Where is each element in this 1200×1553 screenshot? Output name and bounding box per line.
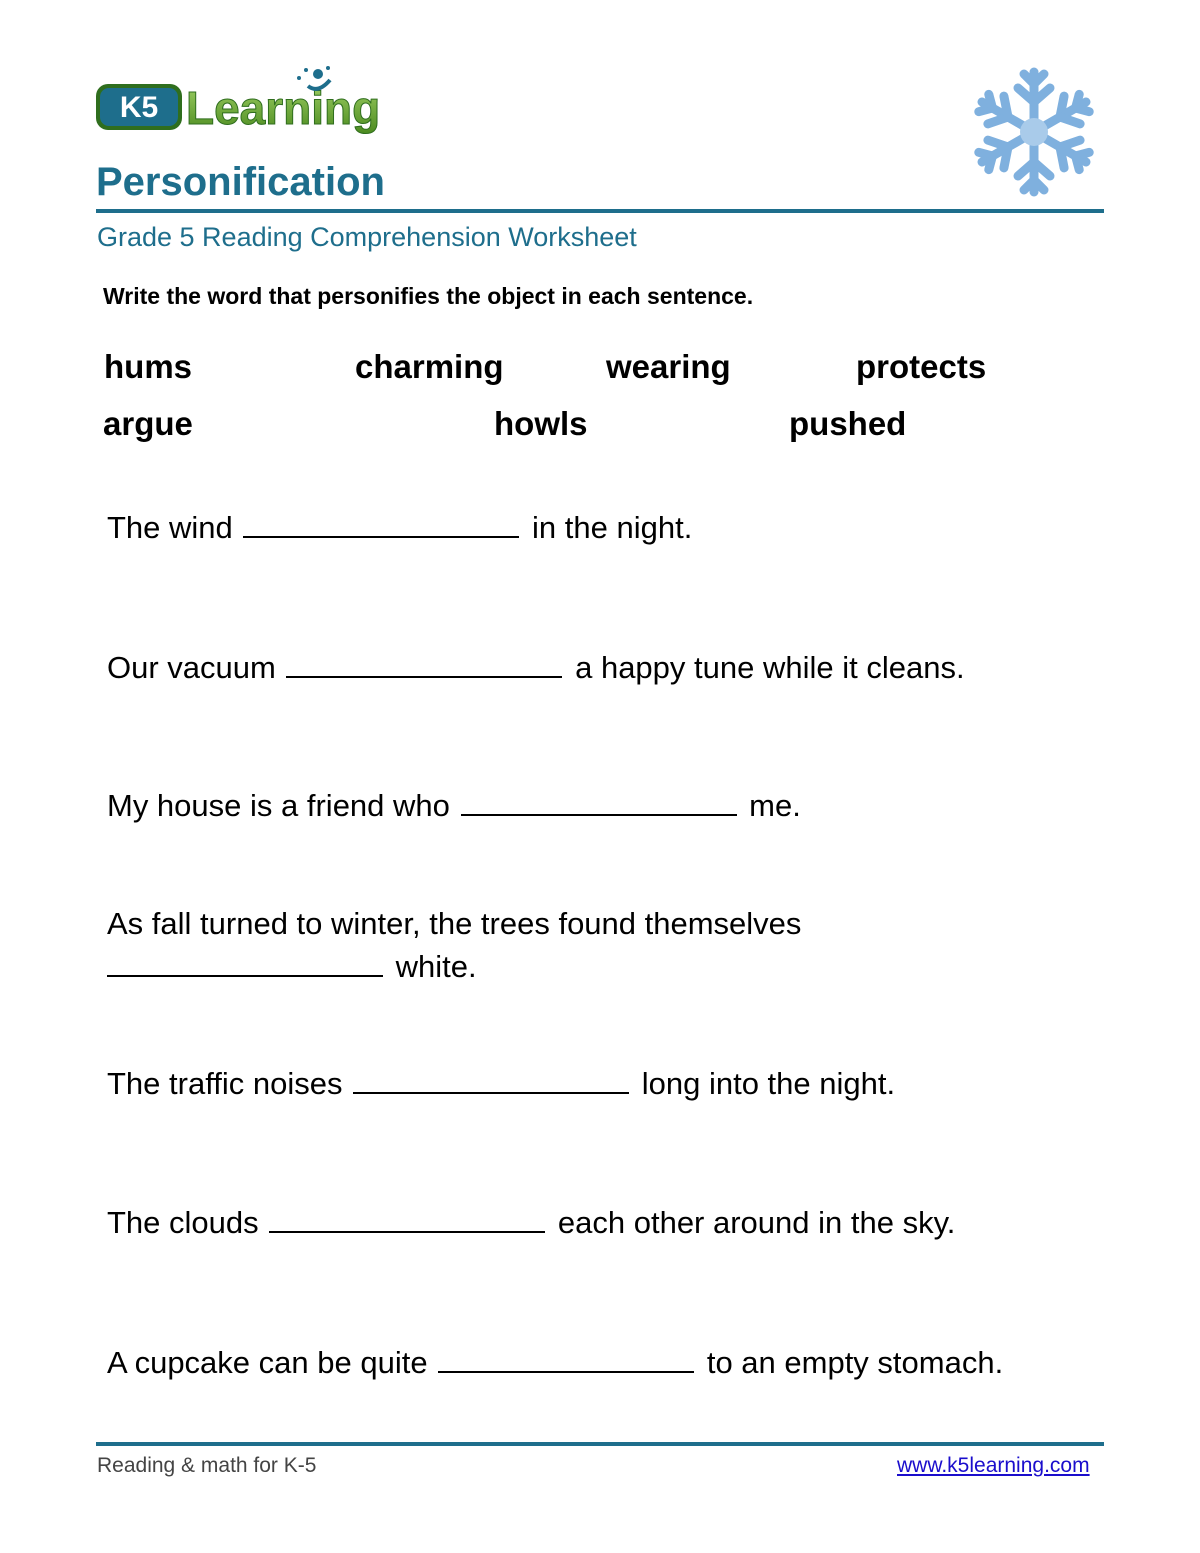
answer-blank[interactable] <box>286 646 562 678</box>
sentence-3: My house is a friend who me. <box>107 784 801 827</box>
word-bank-item: wearing <box>606 348 731 385</box>
sentence-1: The wind in the night. <box>107 506 692 549</box>
answer-blank[interactable] <box>353 1062 629 1094</box>
header-divider <box>96 209 1104 213</box>
svg-text:K5: K5 <box>119 91 159 124</box>
answer-blank[interactable] <box>243 506 519 538</box>
word-bank-item: pushed <box>789 405 907 442</box>
answer-blank[interactable] <box>438 1341 694 1373</box>
answer-blank[interactable] <box>461 784 737 816</box>
word-bank-item: protects <box>856 348 987 385</box>
word-bank-item: charming <box>355 348 504 385</box>
k5-learning-logo <box>94 64 384 136</box>
sentence-6: The clouds each other around in the sky. <box>107 1201 955 1244</box>
website-link[interactable]: www.k5learning.com <box>897 1454 1090 1477</box>
page-title: Personification <box>96 160 385 204</box>
sentence-4: As fall turned to winter, the trees found themselves white. <box>107 906 802 984</box>
word-bank-item: hums <box>104 348 193 385</box>
worksheet-subtitle: Grade 5 Reading Comprehension Worksheet <box>97 222 637 252</box>
footer-divider <box>96 1442 1104 1446</box>
snowflake-icon <box>972 64 1096 200</box>
word-bank-item: argue <box>103 405 193 442</box>
answer-blank[interactable] <box>269 1201 545 1233</box>
footer-tagline: Reading & math for K-5 <box>97 1454 317 1477</box>
instructions: Write the word that personifies the object in each sentence. <box>103 283 754 309</box>
svg-text:Learning: Learning <box>186 82 381 134</box>
sentence-5: The traffic noises long into the night. <box>107 1062 895 1105</box>
word-bank-item: howls <box>494 405 588 442</box>
answer-blank[interactable] <box>107 945 383 977</box>
sentence-2: Our vacuum a happy tune while it cleans. <box>107 646 965 689</box>
sentence-7: A cupcake can be quite to an empty stomach. <box>107 1341 1003 1384</box>
